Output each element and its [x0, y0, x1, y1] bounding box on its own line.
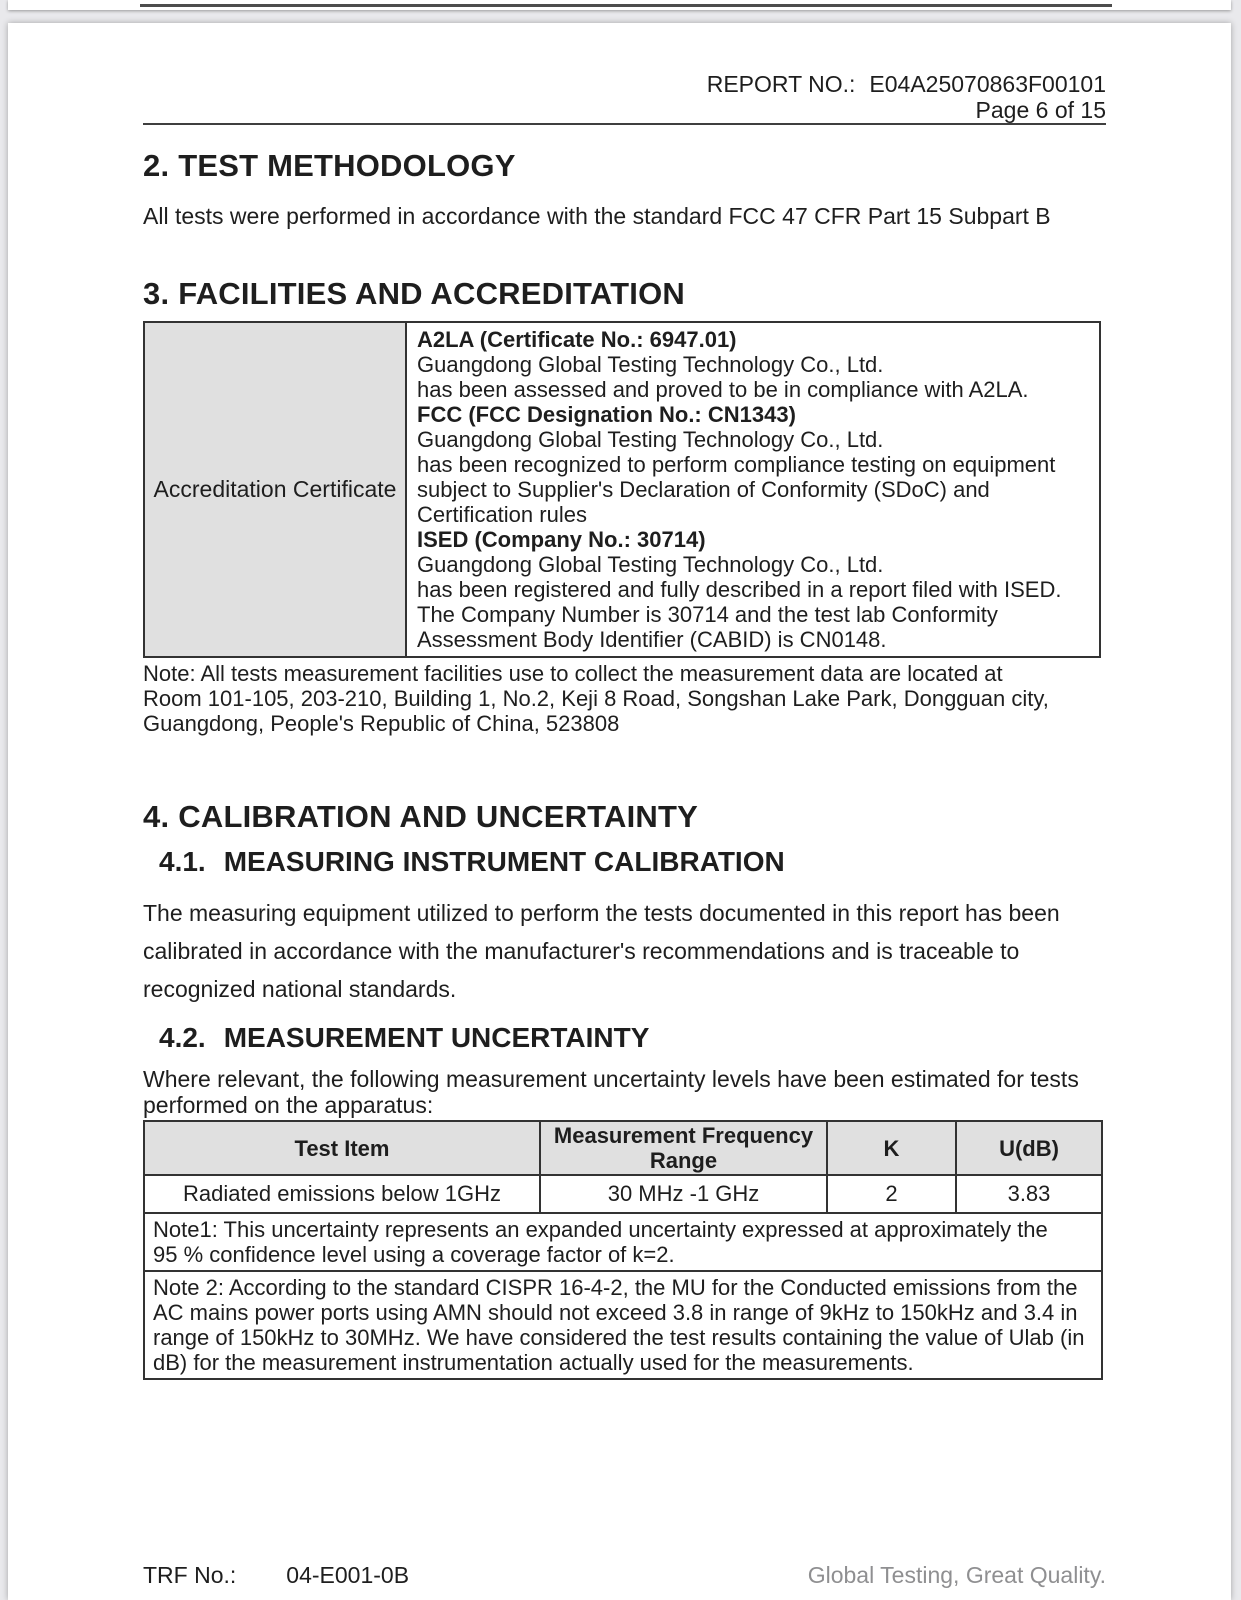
facilities-note: Note: All tests measurement facilities use to collect the measurement data are located at Room 101-105, 203-210, Building 1, No.2, Keji 8 Road, Songshan Lake Park, Dongguan city, Guangdong, People's Republic of China, 523808 [143, 661, 1049, 736]
cell-test-item: Radiated emissions below 1GHz [144, 1175, 540, 1213]
cert-line: has been registered and fully described in a report filed with ISED. [417, 577, 1062, 602]
section-4-1-heading: 4.1. MEASURING INSTRUMENT CALIBRATION [159, 846, 785, 877]
section-2-heading: 2. TEST METHODOLOGY [143, 148, 516, 183]
trf-value: 04-E001-0B [286, 1562, 410, 1588]
cell-k: 2 [827, 1175, 956, 1213]
page-footer [143, 1562, 1106, 1589]
table-header-row [144, 1121, 1102, 1175]
cert-line: ISED (Company No.: 30714) [417, 527, 706, 552]
page-content [143, 23, 1106, 1380]
cert-line: has been recognized to perform compliance testing on equipment [417, 452, 1056, 477]
cert-line: FCC (FCC Designation No.: CN1343) [417, 402, 796, 427]
header-k: K [827, 1121, 956, 1175]
cert-line: subject to Supplier's Declaration of Conformity (SDoC) and [417, 477, 990, 502]
report-page [8, 23, 1231, 1600]
uncertainty-intro: Where relevant, the following measurement uncertainty levels have been estimated for tests performed on the apparatus: [143, 1066, 1079, 1118]
section-4-2-heading: 4.2. MEASUREMENT UNCERTAINTY [159, 1022, 650, 1053]
table-note-row [144, 1271, 1102, 1379]
section-4-heading: 4. CALIBRATION AND UNCERTAINTY [143, 799, 698, 834]
report-no-value: E04A25070863F00101 [869, 71, 1106, 97]
cell-frequency-range: 30 MHz -1 GHz [540, 1175, 827, 1213]
header-test-item: Test Item [144, 1121, 540, 1175]
table-note-row [144, 1213, 1102, 1271]
note1-cell: Note1: This uncertainty represents an expanded uncertainty expressed at approximately the 95 % confidence level using a coverage factor of k=2. [144, 1213, 1102, 1271]
previous-page-footer-rule [140, 4, 1112, 7]
trf-number [143, 1562, 409, 1589]
report-no-line [143, 71, 1106, 97]
uncertainty-table [143, 1120, 1103, 1380]
accreditation-label-cell: Accreditation Certificate [144, 322, 406, 657]
cert-line: The Company Number is 30714 and the test lab Conformity [417, 602, 998, 627]
table-row [144, 322, 1100, 657]
accreditation-detail-cell [406, 322, 1100, 657]
accreditation-table [143, 321, 1101, 658]
header-frequency-range: Measurement Frequency Range [540, 1121, 827, 1175]
cert-line: has been assessed and proved to be in compliance with A2LA. [417, 377, 1029, 402]
calibration-body: The measuring equipment utilized to perform the tests documented in this report has been calibrated in accordance with the manufacturer's recommendations and is traceable to recognized national standards. [143, 900, 1060, 1002]
header-rule [143, 123, 1106, 125]
page-number-line: Page 6 of 15 [975, 97, 1106, 123]
cert-line: Assessment Body Identifier (CABID) is CN0148. [417, 627, 887, 652]
table-row [144, 1175, 1102, 1213]
trf-label: TRF No.: [143, 1562, 237, 1588]
note2-cell: Note 2: According to the standard CISPR 16-4-2, the MU for the Conducted emissions from the AC mains power ports using AMN should not exceed 3.8 in range of 9kHz to 150kHz and 3.4 in range of 150kHz to 30MHz. We have considered the test results containing the value of Ulab (in dB) for the measurement instrumentation actually used for the measurements. [144, 1271, 1102, 1379]
section-2-body: All tests were performed in accordance with the standard FCC 47 CFR Part 15 Subpart B [143, 203, 1051, 229]
cert-line: Guangdong Global Testing Technology Co., Ltd. [417, 552, 884, 577]
previous-page-bottom-edge [8, 0, 1231, 10]
section-3-heading: 3. FACILITIES AND ACCREDITATION [143, 276, 686, 311]
header-u-db: U(dB) [956, 1121, 1102, 1175]
footer-slogan: Global Testing, Great Quality. [807, 1562, 1106, 1588]
cert-line: Certification rules [417, 502, 587, 527]
cert-line: Guangdong Global Testing Technology Co., Ltd. [417, 352, 884, 377]
cert-line: A2LA (Certificate No.: 6947.01) [417, 327, 737, 352]
cert-line: Guangdong Global Testing Technology Co., Ltd. [417, 427, 884, 452]
report-no-label: REPORT NO.: [706, 71, 856, 97]
cell-u-db: 3.83 [956, 1175, 1102, 1213]
